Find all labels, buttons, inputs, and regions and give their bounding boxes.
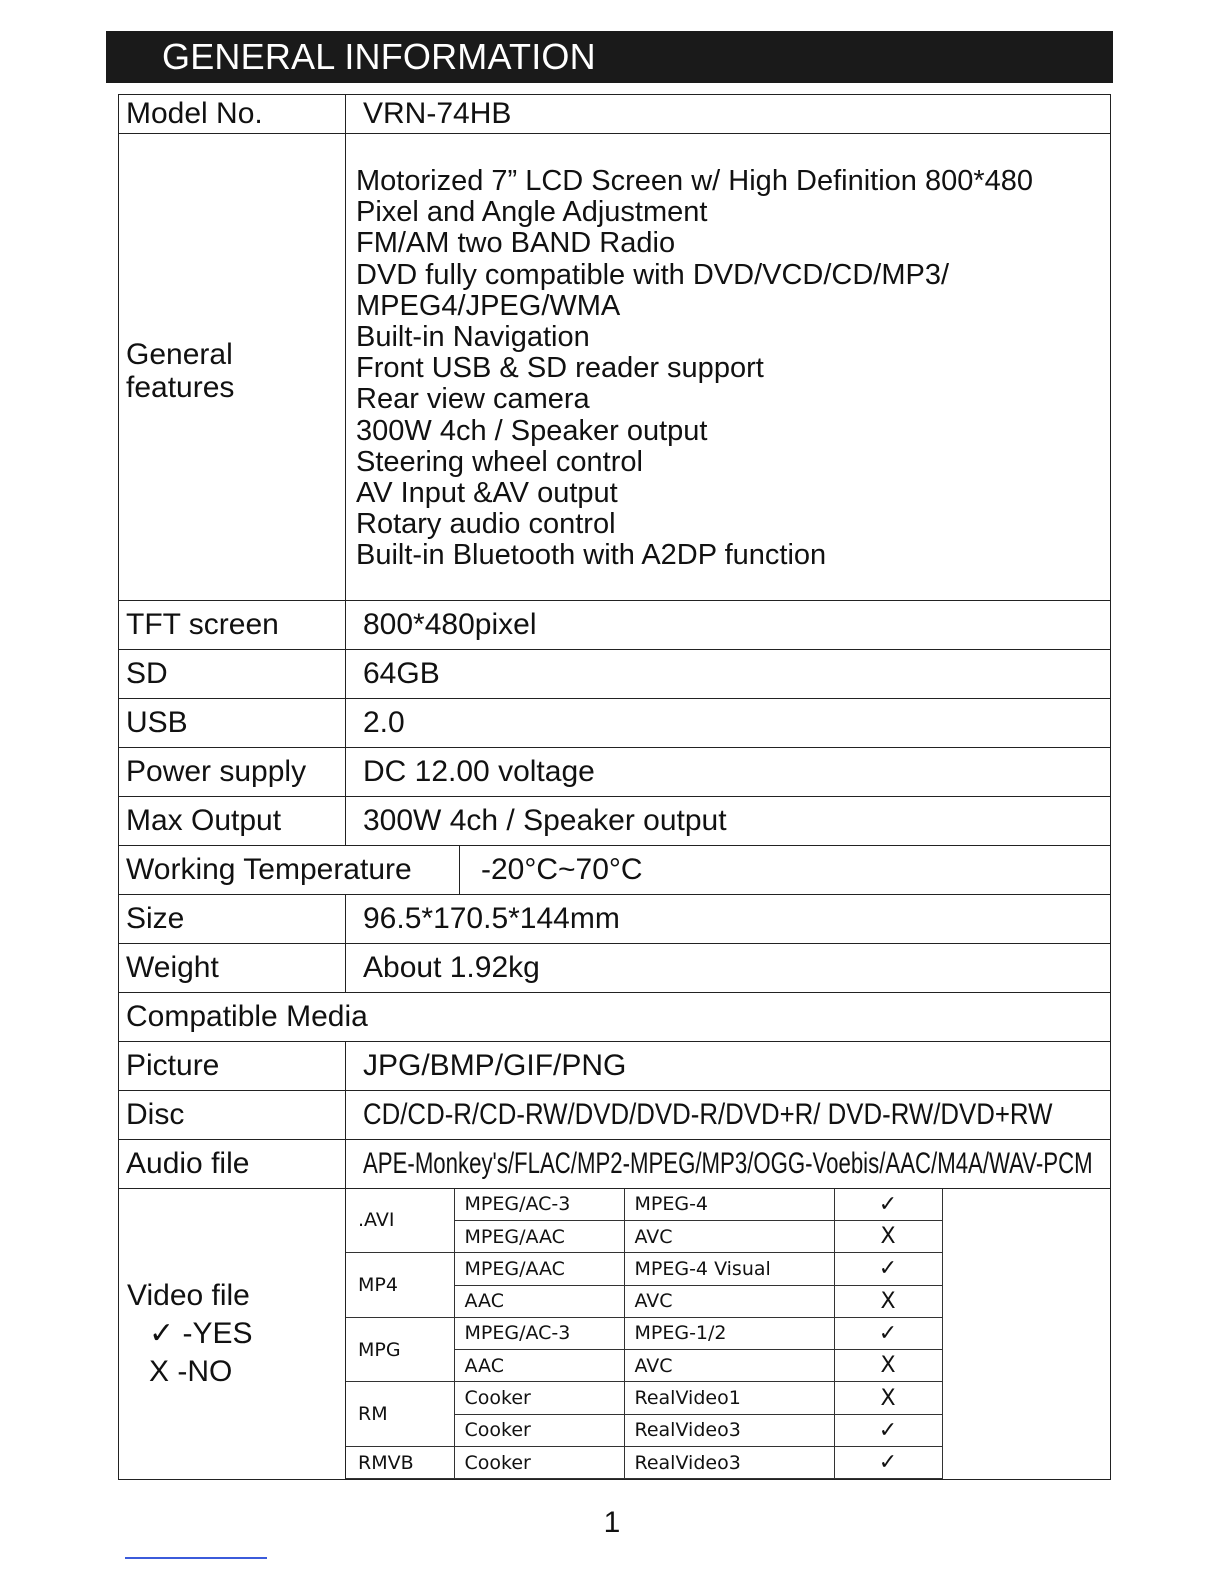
header-bar [106, 31, 1113, 83]
spec-value [346, 1090, 1111, 1139]
spec-value: About 1.92kg [346, 943, 1111, 992]
video-file-label: Video file [127, 1278, 250, 1312]
spec-row-features [119, 134, 1111, 601]
page-number: 1 [603, 1506, 621, 1539]
support-mark: ✓ [834, 1189, 942, 1221]
audio-codec: Cooker [454, 1447, 624, 1479]
spec-table [118, 94, 1111, 1480]
video-codec: AVC [624, 1285, 834, 1317]
video-format-table [346, 1189, 943, 1480]
spec-row-power [119, 747, 1111, 796]
support-mark: ✓ [834, 1447, 942, 1479]
spec-row-picture [119, 1041, 1111, 1090]
feature-item: Rear view camera [356, 383, 590, 416]
spec-row-tft [119, 600, 1111, 649]
video-codec: RealVideo3 [624, 1447, 834, 1479]
feature-item: Front USB & SD reader support [356, 352, 764, 385]
video-codec: MPEG-1/2 [624, 1317, 834, 1349]
legend-no: X -NO [149, 1354, 233, 1388]
audio-codec: Cooker [454, 1382, 624, 1414]
spec-value: VRN-74HB [346, 95, 1111, 134]
legend-yes: ✓ -YES [149, 1316, 253, 1350]
spec-label [119, 1188, 346, 1480]
video-format-row [346, 1447, 942, 1479]
feature-item: Steering wheel control [356, 445, 643, 478]
video-format-row [346, 1317, 942, 1349]
spec-row-disc [119, 1090, 1111, 1139]
spec-value: 800*480pixel [346, 600, 1111, 649]
support-mark: X [834, 1350, 942, 1382]
audio-codec: MPEG/AAC [454, 1253, 624, 1285]
video-format-row [346, 1189, 942, 1221]
support-mark: X [834, 1220, 942, 1252]
audio-codec: MPEG/AC-3 [454, 1317, 624, 1349]
footer-divider [125, 1557, 267, 1559]
features-list [346, 134, 1110, 600]
spec-row-compatible-media [119, 992, 1111, 1041]
spec-row-weight [119, 943, 1111, 992]
audio-codec: MPEG/AC-3 [454, 1189, 624, 1221]
spec-label: USB [119, 698, 346, 747]
support-mark: ✓ [834, 1317, 942, 1349]
feature-item: AV Input &AV output [356, 477, 618, 510]
audio-codec: AAC [454, 1350, 624, 1382]
spec-label [119, 134, 346, 601]
spec-row-audio [119, 1139, 1111, 1188]
spec-value: 96.5*170.5*144mm [346, 894, 1111, 943]
spec-label: Size [119, 894, 346, 943]
support-mark: X [834, 1382, 942, 1414]
features-label-line1: General [126, 337, 233, 371]
video-codec: RealVideo1 [624, 1382, 834, 1414]
spec-label: Working Temperature [126, 846, 460, 894]
spec-value: 64GB [346, 649, 1111, 698]
disc-value-text: CD/CD-R/CD-RW/DVD/DVD-R/DVD+R/ DVD-RW/DVD+RW [363, 1097, 1053, 1131]
spec-row-temperature [119, 845, 1111, 894]
spec-row-size [119, 894, 1111, 943]
features-label-line2: features [126, 370, 235, 404]
video-codec: MPEG-4 Visual [624, 1253, 834, 1285]
spec-label: Disc [119, 1090, 346, 1139]
video-codec: AVC [624, 1350, 834, 1382]
section-heading: Compatible Media [119, 992, 1111, 1041]
spec-value: -20°C~70°C [481, 852, 643, 886]
spec-label: SD [119, 649, 346, 698]
feature-item: Pixel and Angle Adjustment [356, 196, 708, 229]
spec-value: 2.0 [346, 698, 1111, 747]
feature-item: Motorized 7” LCD Screen w/ High Definition 800*480 [356, 165, 1034, 197]
video-format-row [346, 1382, 942, 1414]
spec-label: Picture [119, 1041, 346, 1090]
temperature-cell [119, 845, 1111, 894]
feature-item: Built-in Navigation [356, 321, 590, 354]
video-container-format: MPG [346, 1317, 454, 1382]
spec-row-usb [119, 698, 1111, 747]
video-codec: RealVideo3 [624, 1414, 834, 1446]
video-container-format: RM [346, 1382, 454, 1447]
audio-value-text: APE-Monkey's/FLAC/MP2-MPEG/MP3/OGG-Voebis/AAC/M4A/WAV-PCM [363, 1146, 1093, 1180]
spec-value [346, 134, 1111, 601]
feature-item: Built-in Bluetooth with A2DP function [356, 539, 827, 572]
spec-row-max-output [119, 796, 1111, 845]
spec-label: Model No. [119, 95, 346, 134]
spec-row-video [119, 1188, 1111, 1480]
spec-value: JPG/BMP/GIF/PNG [346, 1041, 1111, 1090]
video-container-format: MP4 [346, 1253, 454, 1318]
spec-label: Power supply [119, 747, 346, 796]
video-container-format: RMVB [346, 1447, 454, 1479]
video-format-row [346, 1253, 942, 1285]
audio-codec: Cooker [454, 1414, 624, 1446]
support-mark: ✓ [834, 1253, 942, 1285]
spec-label: Audio file [119, 1139, 346, 1188]
spec-value: DC 12.00 voltage [346, 747, 1111, 796]
video-container-format: .AVI [346, 1189, 454, 1253]
spec-row-sd [119, 649, 1111, 698]
video-codec: MPEG-4 [624, 1189, 834, 1221]
feature-item: Rotary audio control [356, 508, 616, 541]
page-title: GENERAL INFORMATION [162, 36, 596, 77]
support-mark: ✓ [834, 1414, 942, 1446]
audio-codec: AAC [454, 1285, 624, 1317]
spec-label: Weight [119, 943, 346, 992]
audio-codec: MPEG/AAC [454, 1220, 624, 1252]
feature-item: FM/AM two BAND Radio [356, 227, 676, 260]
video-codec: AVC [624, 1220, 834, 1252]
feature-item: 300W 4ch / Speaker output [356, 414, 708, 447]
feature-item: MPEG4/JPEG/WMA [356, 289, 621, 322]
spec-label: Max Output [119, 796, 346, 845]
video-matrix-cell [346, 1188, 1111, 1480]
spec-value [346, 1139, 1111, 1188]
spec-label: TFT screen [119, 600, 346, 649]
feature-item: DVD fully compatible with DVD/VCD/CD/MP3/ [356, 258, 950, 291]
support-mark: X [834, 1285, 942, 1317]
spec-row-model [119, 95, 1111, 134]
spec-value: 300W 4ch / Speaker output [346, 796, 1111, 845]
